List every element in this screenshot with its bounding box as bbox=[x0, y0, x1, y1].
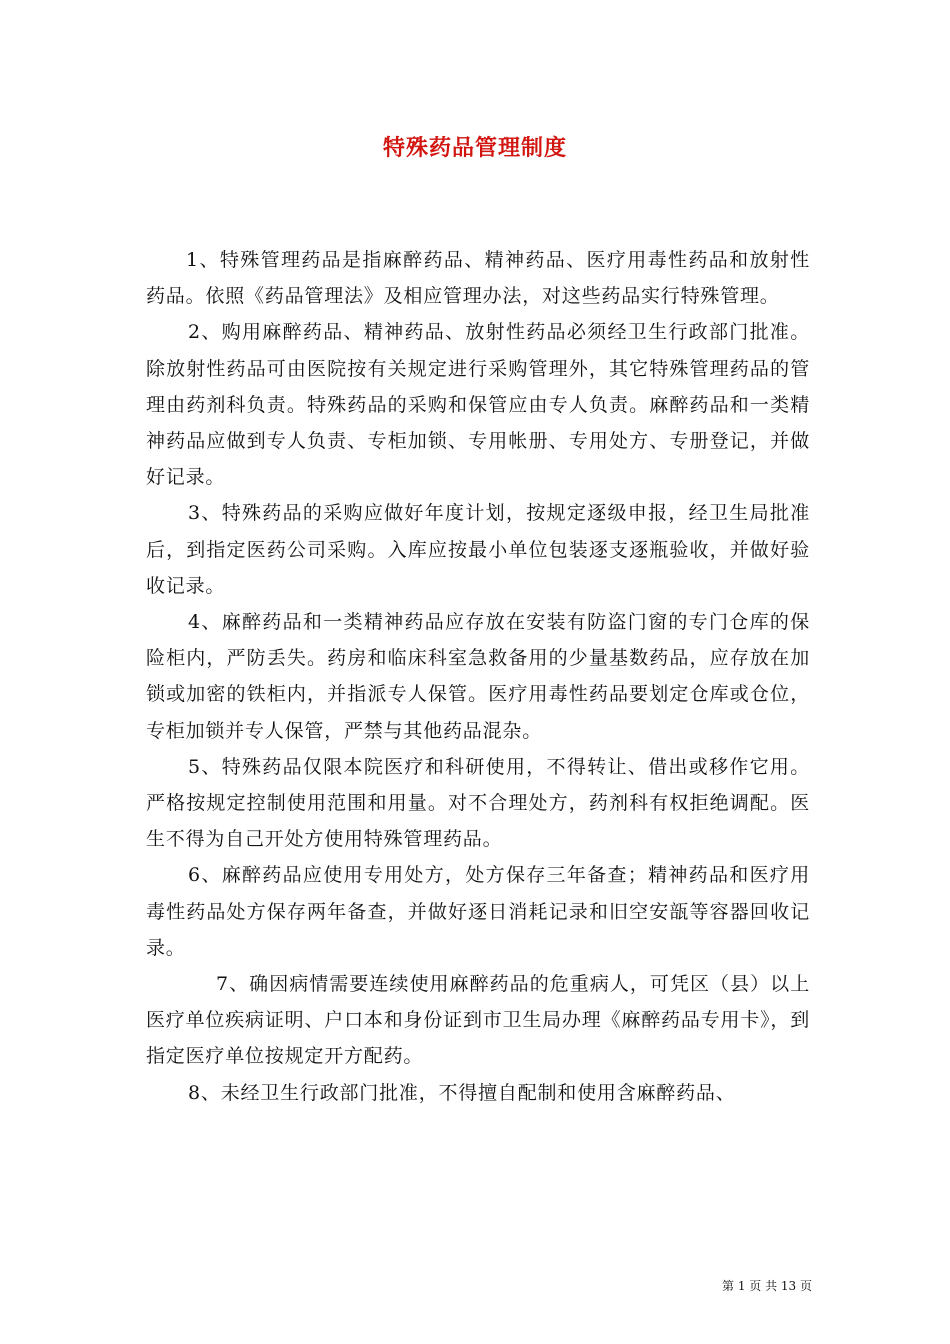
paragraph-5: 5、特殊药品仅限本院医疗和科研使用，不得转让、借出或移作它用。严格按规定控制使用范围和用量。对不合理处方，药剂科有权拒绝调配。医生不得为自己开处方使用特殊管理药品。 bbox=[146, 755, 810, 851]
paragraph-6: 6、麻醉药品应使用专用处方，处方保存三年备查；精神药品和医疗用毒性药品处方保存两年备查，并做好逐日消耗记录和旧空安瓿等容器回收记录。 bbox=[146, 864, 810, 959]
paragraph-7: 7、确因病情需要连续使用麻醉药品的危重病人，可凭区（县）以上医疗单位疾病证明、户口本和身份证到市卫生局办理《麻醉药品专用卡》，到指定医疗单位按规定开方配药。 bbox=[146, 973, 810, 1068]
paragraph-1: 1、特殊管理药品是指麻醉药品、精神药品、医疗用毒性药品和放射性药品。依照《药品管理法》及相应管理办法，对这些药品实行特殊管理。 bbox=[146, 249, 810, 308]
paragraph-4: 4、麻醉药品和一类精神药品应存放在安装有防盗门窗的专门仓库的保险柜内，严防丢失。药房和临床科室急救备用的少量基数药品，应存放在加锁或加密的铁柜内，并指派专人保管。医疗用毒性药品要划定仓库或仓位，专柜加锁并专人保管，严禁与其他药品混杂。 bbox=[146, 611, 810, 742]
paragraph-3: 3、特殊药品的采购应做好年度计划，按规定逐级申报，经卫生局批准后，到指定医药公司采购。入库应按最小单位包装逐支逐瓶验收，并做好验收记录。 bbox=[146, 502, 810, 597]
document-body bbox=[146, 242, 810, 1111]
paragraph-2: 2、购用麻醉药品、精神药品、放射性药品必须经卫生行政部门批准。除放射性药品可由医院按有关规定进行采购管理外，其它特殊管理药品的管理由药剂科负责。特殊药品的采购和保管应由专人负责。麻醉药品和一类精神药品应做到专人负责、专柜加锁、专用帐册、专用处方、专册登记，并做好记录。 bbox=[146, 321, 810, 489]
paragraph-8: 8、未经卫生行政部门批准，不得擅自配制和使用含麻醉药品、 bbox=[188, 1081, 736, 1104]
page-footer: 第 1 页 共 13 页 bbox=[722, 1279, 812, 1293]
document-title: 特殊药品管理制度 bbox=[382, 136, 567, 161]
